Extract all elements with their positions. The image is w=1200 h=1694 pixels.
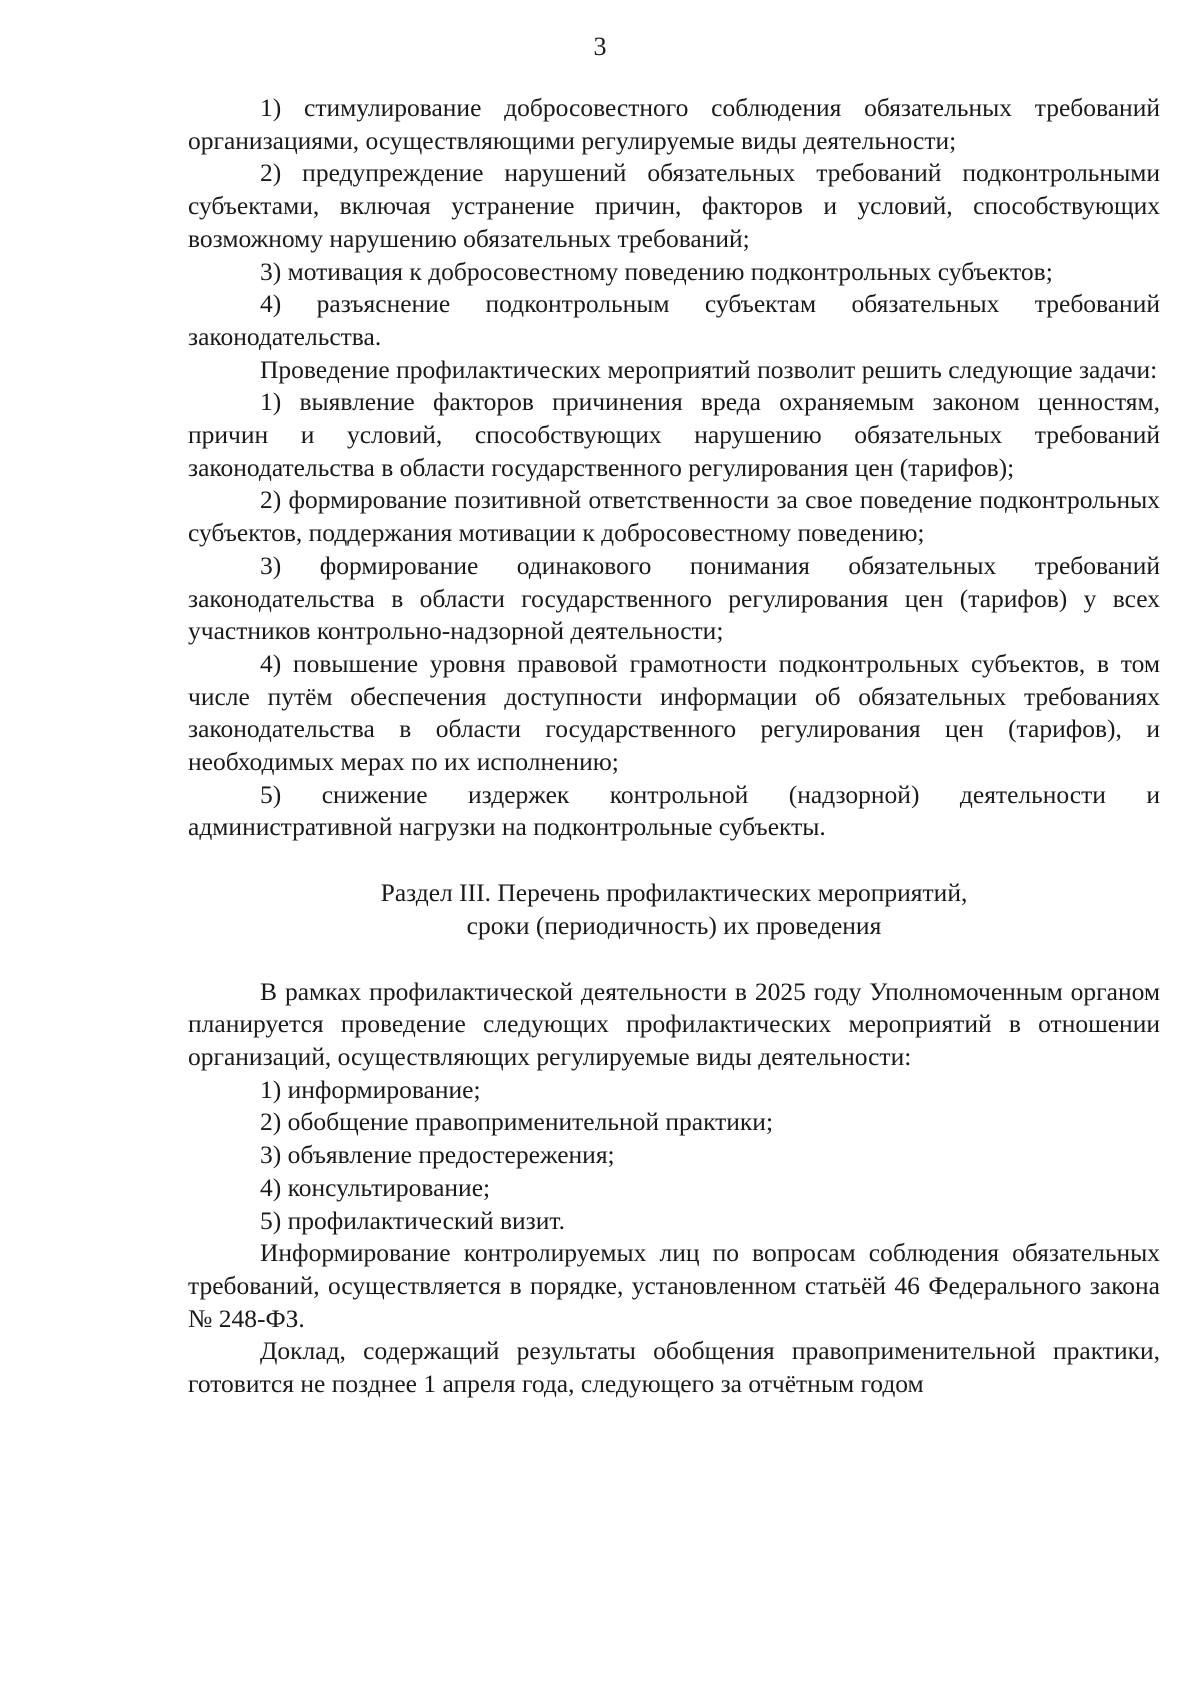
measure-item-3: 3) объявление предостережения; <box>260 1140 615 1170</box>
section-heading-line-1: Раздел III. Перечень профилактических мероприятий, <box>380 878 968 908</box>
section-heading-line-2: сроки (периодичность) их проведения <box>466 910 882 940</box>
task-item-4: 4) повышение уровня правовой грамотности подконтрольных субъектов, в том числе путём обеспечения доступности информации об обязательных требованиях законодательства в области государственного регулирования цен (тарифов), и необходимых мерах по их исполнению; <box>188 648 1160 777</box>
measure-item-4: 4) консультирование; <box>260 1172 491 1202</box>
task-item-5: 5) снижение издержек контрольной (надзорной) деятельности и административной нагрузки на подконтрольные субъекты. <box>188 779 1160 842</box>
page-number: 3 <box>593 32 607 61</box>
measure-item-1: 1) информирование; <box>260 1074 481 1104</box>
measure-item-2: 2) обобщение правоприменительной практики; <box>260 1107 774 1137</box>
task-item-2: 2) формирование позитивной ответственности за свое поведение подконтрольных субъектов, поддержания мотивации к добросовестному поведению; <box>188 485 1160 548</box>
list-item-4: 4) разъяснение подконтрольным субъектам обязательных требований законодательства. <box>188 289 1160 351</box>
task-item-3: 3) формирование одинакового понимания обязательных требований законодательства в области государственного регулирования цен (тарифов) у всех участников контрольно-надзорной деятельности; <box>188 550 1160 646</box>
task-item-1: 1) выявление факторов причинения вреда охраняемым законом ценностям, причин и условий, способствующих нарушению обязательных требований законодательства в области государственного регулирования цен (тарифов); <box>188 387 1160 482</box>
list-item-2: 2) предупреждение нарушений обязательных требований подконтрольными субъектами, включая устранение причин, факторов и условий, способствующих возможному нарушению обязательных требований; <box>188 158 1160 253</box>
list-item-3: 3) мотивация к добросовестному поведению подконтрольных субъектов; <box>260 256 1053 286</box>
paragraph-report: Доклад, содержащий результаты обобщения правоприменительной практики, готовится не позднее 1 апреля года, следующего за отчётным годом <box>188 1336 1160 1399</box>
section-heading <box>188 844 1160 975</box>
paragraph-tasks-intro: Проведение профилактических мероприятий позволит решить следующие задачи: <box>260 354 1158 384</box>
paragraph-plan-intro: В рамках профилактической деятельности в 2025 году Уполномоченным органом планируется проведение следующих профилактических мероприятий в отношении организаций, осуществляющих регулируемые виды деятельности: <box>188 976 1160 1071</box>
document-body <box>188 92 1160 1401</box>
measure-item-5: 5) профилактический визит. <box>260 1205 565 1235</box>
list-item-1: 1) стимулирование добросовестного соблюдения обязательных требований организациями, осуществляющими регулируемые виды деятельности; <box>188 93 1160 155</box>
paragraph-informing: Информирование контролируемых лиц по вопросам соблюдения обязательных требований, осуществляется в порядке, установленном статьёй 46 Федерального закона № 248-ФЗ. <box>188 1238 1160 1333</box>
